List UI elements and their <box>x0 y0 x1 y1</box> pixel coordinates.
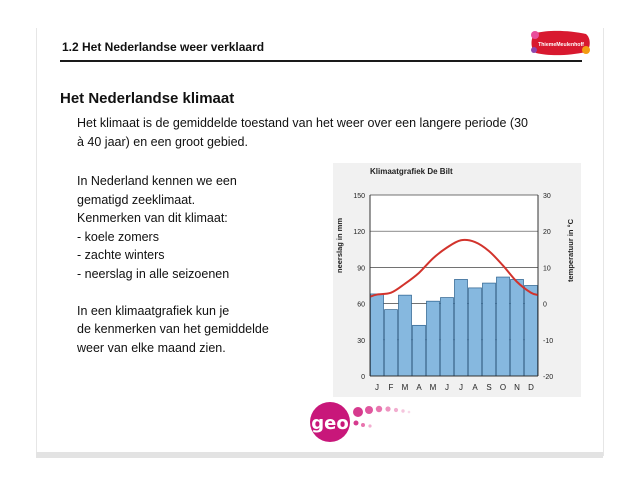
y2-tick-label: 20 <box>543 229 551 237</box>
geo-logo-text: geo <box>311 413 349 434</box>
x-tick-label: O <box>499 383 507 392</box>
intro-paragraph: Het klimaat is de gemiddelde toestand van het weer over een langere periode (30 à 40 jaar) en een groot gebied. <box>77 116 528 149</box>
precip-bar <box>385 310 398 376</box>
slide-border-left <box>36 28 37 456</box>
x-tick-label: S <box>486 383 492 392</box>
y-tick-label: 120 <box>353 229 365 237</box>
info-line: gematigd zeeklimaat. <box>77 192 196 207</box>
precip-bar <box>483 283 496 376</box>
y-tick-label: 30 <box>357 337 365 345</box>
x-tick-label: M <box>401 383 409 392</box>
chart-title: Klimaatgrafiek De Bilt <box>370 167 453 176</box>
info-line: de kenmerken van het gemiddelde <box>77 322 269 336</box>
precip-bar <box>525 286 538 377</box>
precip-bar <box>427 301 440 376</box>
geo-logo <box>290 400 420 450</box>
info-line: - zachte winters <box>77 248 165 262</box>
precip-bar <box>511 279 524 376</box>
logo-text: ThiemeMeulenhoff <box>538 42 584 48</box>
precip-bar <box>455 279 468 376</box>
y-tick-label: 0 <box>361 374 365 381</box>
y2-tick-label: -10 <box>543 337 554 345</box>
x-tick-label: J <box>375 383 379 392</box>
y2-tick-label: -20 <box>543 374 554 381</box>
y2-tick-label: 0 <box>543 301 547 309</box>
y2-axis-label: temperatuur in °C <box>566 218 575 283</box>
info-line: - neerslag in alle seizoenen <box>77 266 230 281</box>
precip-bar <box>497 277 510 376</box>
bottom-band <box>36 452 603 458</box>
header-rule <box>60 60 582 62</box>
x-tick-label: J <box>445 383 449 392</box>
climate-chart-svg <box>333 163 581 397</box>
precip-bar <box>371 294 384 376</box>
x-tick-label: J <box>459 383 463 392</box>
slide-border-right <box>603 28 604 456</box>
section-title: Het Nederlandse klimaat <box>60 90 235 107</box>
y-tick-label: 150 <box>353 193 365 200</box>
y2-tick-label: 10 <box>543 265 551 273</box>
header-title: 1.2 Het Nederlandse weer verklaard <box>62 40 265 54</box>
x-tick-label: A <box>416 383 422 392</box>
info-text <box>77 172 317 357</box>
y-axis-label: neerslag in mm <box>335 217 344 274</box>
precip-bar <box>469 288 482 376</box>
info-line: - koele zomers <box>77 229 159 244</box>
x-tick-label: N <box>514 383 520 392</box>
thiememeulenhoff-logo <box>528 30 592 56</box>
y-tick-label: 90 <box>357 265 365 273</box>
info-line: In Nederland kennen we een <box>77 174 237 188</box>
x-tick-label: D <box>528 383 534 392</box>
info-line: In een klimaatgrafiek kun je <box>77 303 230 318</box>
y2-tick-label: 30 <box>543 193 551 200</box>
info-line: Kenmerken van dit klimaat: <box>77 211 228 225</box>
climate-chart <box>333 163 581 397</box>
precip-bar <box>399 295 412 376</box>
x-tick-label: M <box>429 383 437 392</box>
x-tick-label: F <box>388 383 394 392</box>
x-tick-label: A <box>472 383 478 392</box>
info-line: weer van elke maand zien. <box>77 340 226 355</box>
y-tick-label: 60 <box>357 301 365 309</box>
precip-bar <box>413 325 426 376</box>
precip-bar <box>441 298 454 376</box>
